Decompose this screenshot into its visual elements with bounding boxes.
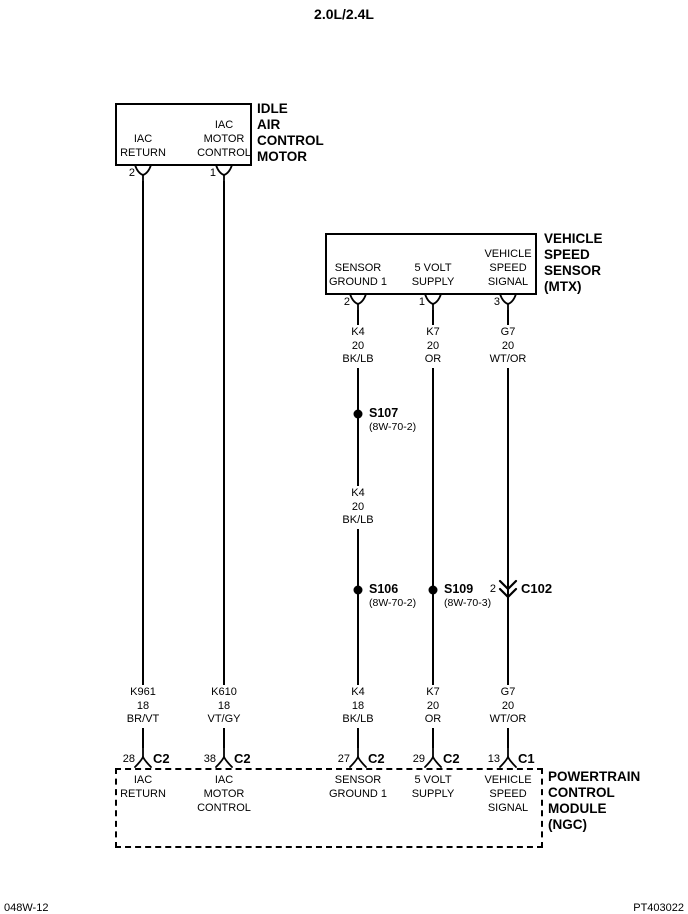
component-pin-label bbox=[120, 132, 166, 160]
module-pin-label-line: IAC bbox=[133, 774, 153, 786]
component-name-line: IDLE bbox=[257, 101, 288, 116]
pin-number: 2 bbox=[128, 167, 135, 179]
module-name-powertrain-control-module bbox=[548, 769, 640, 833]
wire-code-label bbox=[422, 685, 445, 728]
module-name-line: CONTROL bbox=[548, 785, 615, 800]
pin-female-icon bbox=[347, 294, 369, 310]
component-pin-label-line: SPEED bbox=[489, 262, 527, 274]
wire-code-line: 20 bbox=[501, 339, 515, 352]
module-pin-label bbox=[120, 773, 166, 801]
splice-name-S107: S107 bbox=[369, 406, 399, 420]
pin-male-icon bbox=[132, 748, 154, 768]
diagram-title: 2.0L/2.4L bbox=[314, 6, 374, 22]
wire-iac-return bbox=[142, 181, 144, 748]
component-name-line: AIR bbox=[257, 117, 281, 132]
module-pin-label-line: 5 VOLT bbox=[414, 774, 452, 786]
component-name-line: VEHICLE bbox=[544, 231, 603, 246]
splice-dot-S109 bbox=[429, 586, 438, 595]
wire-code-line: OR bbox=[424, 353, 442, 365]
pin-number: 1 bbox=[209, 167, 216, 179]
component-pin-label bbox=[484, 247, 531, 289]
component-pin-label-line: SUPPLY bbox=[411, 276, 455, 288]
module-pin-label bbox=[412, 773, 455, 801]
wire-code-line: 18 bbox=[136, 699, 150, 712]
module-pin-label-line: VEHICLE bbox=[484, 774, 532, 786]
splice-ref-S109: (8W-70-3) bbox=[444, 597, 492, 609]
splice-dot-S107 bbox=[354, 410, 363, 419]
wire-sensor-ground-1 bbox=[357, 310, 359, 748]
wire-code-line: K961 bbox=[130, 686, 156, 698]
module-name-line: POWERTRAIN bbox=[548, 769, 641, 784]
connector-name: C2 bbox=[153, 751, 170, 766]
module-pin-label bbox=[484, 773, 531, 815]
wire-code-line: 20 bbox=[426, 339, 440, 352]
component-pin-label-line: SIGNAL bbox=[487, 276, 529, 288]
wire-code-line: 18 bbox=[351, 699, 365, 712]
wire-code-line: K7 bbox=[426, 326, 440, 338]
module-pin-label bbox=[197, 773, 251, 815]
module-pin-label-line: RETURN bbox=[120, 788, 166, 800]
pin-number: 38 bbox=[203, 753, 216, 765]
module-pin-label-line: MOTOR bbox=[203, 788, 245, 800]
wire-code-label bbox=[204, 685, 243, 728]
wire-code-line: WT/OR bbox=[489, 713, 527, 725]
component-pin-label-line: IAC bbox=[133, 133, 153, 145]
splice-name-S109: S109 bbox=[444, 582, 474, 596]
component-pin-label-line: MOTOR bbox=[203, 133, 245, 145]
wire-code-line: BK/LB bbox=[342, 514, 374, 526]
connector-name: C2 bbox=[368, 751, 385, 766]
component-pin-label bbox=[412, 261, 455, 289]
component-name-line: MOTOR bbox=[257, 149, 307, 164]
wire-code-label bbox=[339, 685, 376, 728]
component-pin-label-line: RETURN bbox=[120, 147, 166, 159]
wire-code-line: 20 bbox=[501, 699, 515, 712]
wire-code-line: K4 bbox=[351, 686, 365, 698]
pin-male-icon bbox=[497, 748, 519, 768]
connector-name: C2 bbox=[234, 751, 251, 766]
pin-female-icon bbox=[497, 294, 519, 310]
component-name-vehicle-speed-sensor bbox=[544, 231, 603, 295]
wire-iac-motor-control bbox=[223, 181, 225, 748]
wire-code-line: BR/VT bbox=[126, 713, 160, 725]
wire-code-line: 20 bbox=[351, 339, 365, 352]
wire-code-label bbox=[339, 325, 376, 368]
component-pin-label bbox=[197, 118, 251, 160]
module-pin-label-line: SIGNAL bbox=[487, 802, 529, 814]
pin-number: 2 bbox=[489, 583, 496, 595]
wire-code-label bbox=[124, 685, 162, 728]
wire-code-label bbox=[487, 685, 530, 728]
module-pin-label-line: SPEED bbox=[489, 788, 527, 800]
wire-code-line: BK/LB bbox=[342, 353, 374, 365]
pin-male-icon bbox=[422, 748, 444, 768]
component-pin-label-line: GROUND 1 bbox=[328, 276, 388, 288]
pin-number: 13 bbox=[487, 753, 500, 765]
connector-name: C1 bbox=[518, 751, 535, 766]
wire-code-line: K4 bbox=[351, 326, 365, 338]
pin-number: 2 bbox=[343, 296, 350, 308]
component-pin-label bbox=[329, 261, 387, 289]
splice-ref-S106: (8W-70-2) bbox=[369, 597, 417, 609]
module-name-line: MODULE bbox=[548, 801, 607, 816]
wire-code-label bbox=[339, 486, 376, 529]
pin-number: 29 bbox=[412, 753, 425, 765]
module-pin-label bbox=[329, 773, 387, 801]
component-pin-label-line: IAC bbox=[214, 119, 234, 131]
wire-code-line: K610 bbox=[211, 686, 237, 698]
footer-page-code: 048W-12 bbox=[4, 902, 49, 914]
splice-dot-S106 bbox=[354, 586, 363, 595]
wire-code-label bbox=[487, 325, 530, 368]
module-pin-label-line: SUPPLY bbox=[411, 788, 455, 800]
wire-code-line: K4 bbox=[351, 487, 365, 499]
module-pin-label-line: CONTROL bbox=[197, 802, 251, 814]
pin-female-icon bbox=[132, 165, 154, 181]
wire-5-volt-supply bbox=[432, 310, 434, 748]
wire-code-line: BK/LB bbox=[342, 713, 374, 725]
splice-name-S106: S106 bbox=[369, 582, 399, 596]
wire-code-line: 20 bbox=[426, 699, 440, 712]
component-pin-label-line: VEHICLE bbox=[484, 248, 532, 260]
wire-code-line: K7 bbox=[426, 686, 440, 698]
connector-name: C2 bbox=[443, 751, 460, 766]
module-pin-label-line: SENSOR bbox=[334, 774, 382, 786]
pin-number: 28 bbox=[122, 753, 135, 765]
pin-female-icon bbox=[213, 165, 235, 181]
component-pin-label-line: SENSOR bbox=[334, 262, 382, 274]
component-pin-label-line: CONTROL bbox=[197, 147, 251, 159]
pin-male-icon bbox=[213, 748, 235, 768]
component-name-line: CONTROL bbox=[257, 133, 324, 148]
module-name-line: (NGC) bbox=[548, 817, 587, 832]
wire-code-line: G7 bbox=[500, 326, 516, 338]
inline-connector-icon bbox=[497, 578, 519, 600]
module-pin-label-line: GROUND 1 bbox=[328, 788, 388, 800]
component-pin-label-line: 5 VOLT bbox=[414, 262, 452, 274]
component-name-line: (MTX) bbox=[544, 279, 582, 294]
wire-vehicle-speed-signal bbox=[507, 310, 509, 748]
wire-code-line: WT/OR bbox=[489, 353, 527, 365]
splice-ref-S107: (8W-70-2) bbox=[369, 421, 417, 433]
pin-number: 1 bbox=[418, 296, 425, 308]
component-name-idle-air-control-motor bbox=[257, 101, 324, 165]
footer-part-number: PT403022 bbox=[633, 902, 684, 914]
module-pin-label-line: IAC bbox=[214, 774, 234, 786]
pin-female-icon bbox=[422, 294, 444, 310]
wire-code-line: 18 bbox=[217, 699, 231, 712]
wire-code-line: OR bbox=[424, 713, 442, 725]
wire-code-line: 20 bbox=[351, 500, 365, 513]
wire-code-line: VT/GY bbox=[207, 713, 241, 725]
wire-code-label bbox=[422, 325, 445, 368]
wire-code-line: G7 bbox=[500, 686, 516, 698]
pin-male-icon bbox=[347, 748, 369, 768]
connector-name-C102: C102 bbox=[521, 581, 553, 596]
component-name-line: SENSOR bbox=[544, 263, 602, 278]
pin-number: 3 bbox=[493, 296, 500, 308]
component-name-line: SPEED bbox=[544, 247, 590, 262]
pin-number: 27 bbox=[337, 753, 350, 765]
